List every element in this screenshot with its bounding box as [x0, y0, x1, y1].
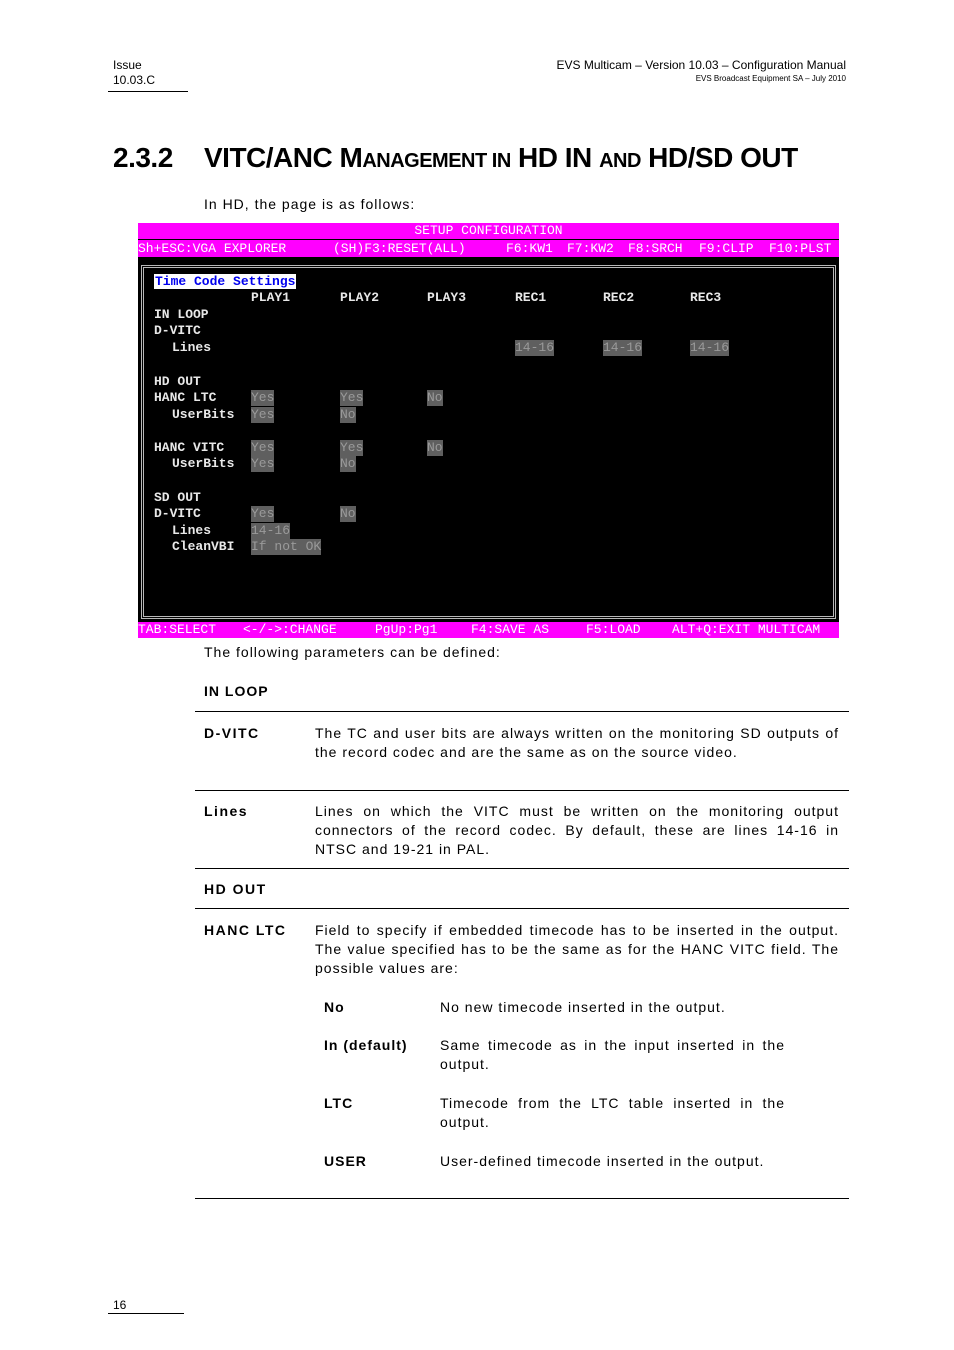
table-rule: [195, 790, 849, 791]
publisher-line: EVS Broadcast Equipment SA – July 2010: [695, 74, 846, 83]
sd-out-cleanvbi-play1[interactable]: If not OK: [251, 539, 322, 554]
table-rule: [195, 711, 849, 712]
option-user-name: USER: [324, 1153, 367, 1169]
option-no-desc: No new timecode inserted in the output.: [440, 999, 726, 1015]
hd-out-heading: HD OUT: [204, 881, 267, 897]
option-user-desc: User-defined timecode inserted in the output.: [440, 1153, 765, 1169]
header-title-block: [557, 58, 847, 84]
status-pgup[interactable]: PgUp:Pg1: [375, 622, 438, 637]
sd-out-dvitc-play2[interactable]: No: [340, 506, 356, 521]
hanc-ltc-userbits-play1[interactable]: Yes: [251, 407, 275, 422]
hanc-vitc-label: HANC VITC: [154, 440, 225, 455]
hanc-vitc-play3[interactable]: No: [427, 440, 443, 455]
sd-out-cleanvbi-label: CleanVBI: [172, 539, 235, 554]
hanc-vitc-play1[interactable]: Yes: [251, 440, 275, 455]
menu-vga-explorer[interactable]: Sh+ESC:VGA EXPLORER: [138, 241, 287, 256]
param-dvitc-desc: The TC and user bits are always written on the monitoring SD outputs of the record codec and are the same as on the source video.: [315, 725, 839, 760]
hanc-ltc-userbits-play2[interactable]: No: [340, 407, 356, 422]
sd-out-label: SD OUT: [154, 490, 201, 505]
section-number: 2.3.2: [113, 142, 173, 173]
screen-menu-bar: [138, 240, 839, 257]
status-change[interactable]: <-/->:CHANGE: [243, 622, 337, 637]
sd-out-dvitc-label: D-VITC: [154, 506, 201, 521]
menu-f6-kw1[interactable]: F6:KW1: [506, 241, 553, 256]
in-loop-lines-rec1[interactable]: 14-16: [515, 340, 555, 355]
in-loop-lines-rec3[interactable]: 14-16: [690, 340, 730, 355]
issue-label: Issue: [113, 58, 142, 72]
option-no-name: No: [324, 999, 345, 1015]
col-play3: PLAY3: [427, 290, 467, 305]
setup-configuration-screen: [138, 223, 839, 638]
menu-f8-srch[interactable]: F8:SRCH: [628, 241, 683, 256]
sd-out-lines-label: Lines: [172, 523, 212, 538]
param-lines-name: Lines: [204, 803, 249, 819]
issue-number: 10.03.C: [113, 73, 156, 87]
in-loop-heading: IN LOOP: [204, 683, 269, 699]
status-save-as[interactable]: F4:SAVE AS: [471, 622, 550, 637]
hanc-vitc-userbits-play2[interactable]: No: [340, 456, 356, 471]
intro-text: In HD, the page is as follows:: [204, 196, 416, 212]
col-play2: PLAY2: [340, 290, 380, 305]
hanc-ltc-play3[interactable]: No: [427, 390, 443, 405]
screen-status-bar: [138, 622, 839, 638]
in-loop-dvitc-label: D-VITC: [154, 323, 201, 338]
option-ltc-name: LTC: [324, 1095, 354, 1111]
status-tab-select[interactable]: TAB:SELECT: [138, 622, 217, 637]
header-issue: [113, 58, 155, 88]
following-text: The following parameters can be defined:: [204, 644, 501, 660]
menu-f9-clip[interactable]: F9:CLIP: [699, 241, 754, 256]
table-rule: [195, 868, 849, 869]
hd-out-label: HD OUT: [154, 374, 201, 389]
in-loop-label: IN LOOP: [154, 307, 209, 322]
screen-title-bar: SETUP CONFIGURATION: [138, 223, 839, 239]
col-play1: PLAY1: [251, 290, 291, 305]
page-number: 16: [113, 1298, 127, 1312]
hanc-ltc-play1[interactable]: Yes: [251, 390, 275, 405]
param-dvitc-name: D-VITC: [204, 725, 260, 741]
status-load[interactable]: F5:LOAD: [586, 622, 641, 637]
menu-f7-kw2[interactable]: F7:KW2: [567, 241, 614, 256]
option-ltc-desc: Timecode from the LTC table inserted in the output.: [440, 1095, 785, 1130]
header-divider: [108, 91, 188, 92]
hanc-vitc-userbits-play1[interactable]: Yes: [251, 456, 275, 471]
table-rule: [195, 1198, 849, 1199]
table-rule: [195, 908, 849, 909]
option-in-default-name: In (default): [324, 1037, 408, 1053]
param-lines-desc: Lines on which the VITC must be written on the monitoring output connectors of the record codec. By default, these are lines 14-16 in NTSC and 19-21 in PAL.: [315, 803, 839, 857]
menu-reset-all[interactable]: (SH)F3:RESET(ALL): [333, 241, 466, 256]
in-loop-lines-rec2[interactable]: 14-16: [603, 340, 643, 355]
in-loop-lines-label: Lines: [172, 340, 212, 355]
footer-divider: [108, 1313, 184, 1314]
manual-title: EVS Multicam – Version 10.03 – Configuration Manual: [556, 58, 846, 72]
hanc-ltc-label: HANC LTC: [154, 390, 217, 405]
screen-frame: [141, 265, 836, 619]
hanc-vitc-play2[interactable]: Yes: [340, 440, 364, 455]
status-exit-multicam[interactable]: ALT+Q:EXIT MULTICAM: [672, 622, 821, 637]
param-hanc-ltc-desc: Field to specify if embedded timecode has to be inserted in the output. The value specified has to be the same as for the HANC VITC field. The possible values are:: [315, 922, 839, 976]
sd-out-lines-play1[interactable]: 14-16: [251, 523, 291, 538]
col-rec3: REC3: [690, 290, 722, 305]
menu-f10-plst[interactable]: F10:PLST: [769, 241, 832, 256]
hanc-ltc-play2[interactable]: Yes: [340, 390, 364, 405]
hanc-vitc-userbits-label: UserBits: [172, 456, 235, 471]
option-in-default-desc: Same timecode as in the input inserted in the output.: [440, 1037, 785, 1072]
hanc-ltc-userbits-label: UserBits: [172, 407, 235, 422]
sd-out-dvitc-play1[interactable]: Yes: [251, 506, 275, 521]
time-code-settings-title[interactable]: Time Code Settings: [155, 274, 296, 289]
param-hanc-ltc-name: HANC LTC: [204, 922, 287, 938]
col-rec1: REC1: [515, 290, 547, 305]
col-rec2: REC2: [603, 290, 635, 305]
section-title: VITC/ANC MANAGEMENT IN HD IN AND HD/SD OUT: [204, 142, 798, 173]
